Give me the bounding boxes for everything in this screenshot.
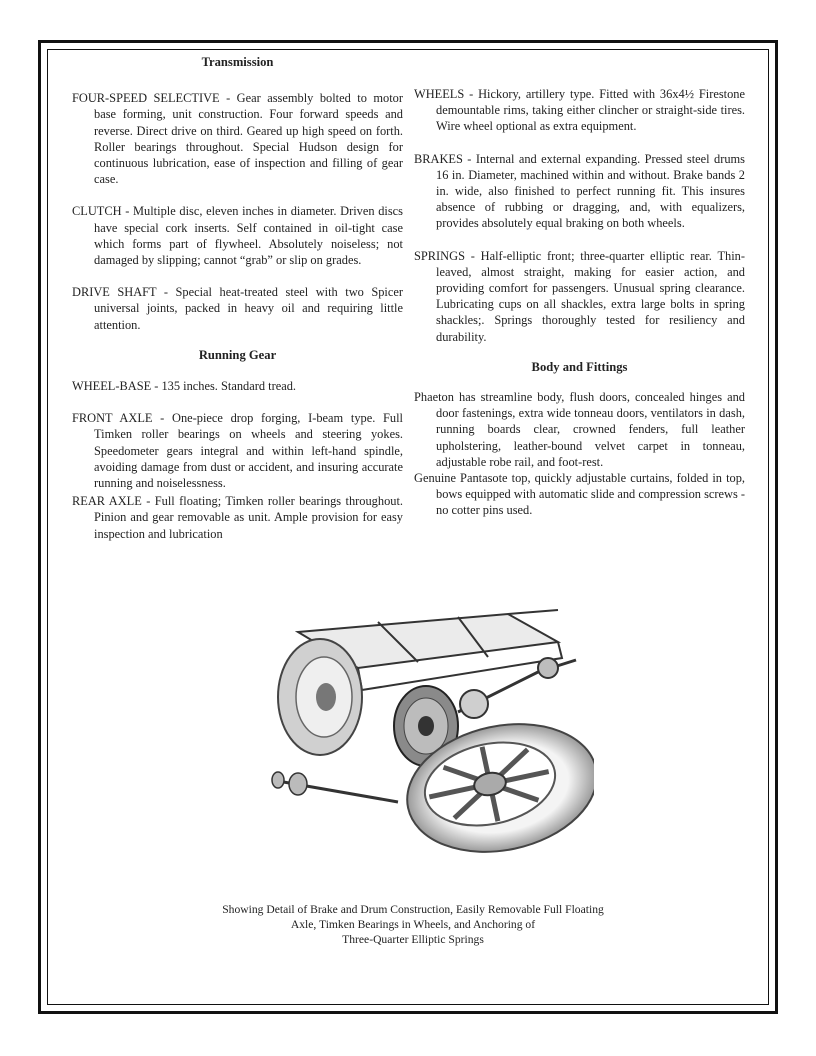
illustration-caption [160, 902, 666, 948]
pantasote-top-spec: Genuine Pantasote top, quickly adjustable curtains, folded in top, bows equipped with automatic slide and compression screws - no cotter pins used. [414, 471, 746, 518]
caption-line-3: Three-Quarter Elliptic Springs [342, 933, 484, 947]
front-axle-spec: FRONT AXLE - One-piece drop forging, I-beam type. Full Timken roller bearings on wheels and steering yokes. Speedometer gears integral and within left-hand spindle, avoiding damage from dust or accident, and insuring accurate running and noiselessness. [72, 411, 403, 491]
wheel-base-spec: WHEEL-BASE - 135 inches. Standard tread. [72, 379, 297, 394]
springs-spec: SPRINGS - Half-elliptic front; three-quarter elliptic rear. Thin-leaved, almost straight, making for easier action, and providing comfort for passengers. Unusual spring clearance. Lubricating cups on all shackles, extra large bolts in spring shackles;. Springs thoroughly tested for resiliency and durability. [414, 248, 745, 344]
caption-line-2: Axle, Timken Bearings in Wheels, and Anchoring of [290, 918, 536, 932]
drive-shaft-spec: DRIVE SHAFT - Special heat-treated steel with two Spicer universal joints, packed in heavy oil and requiring little attention. [72, 285, 403, 332]
four-speed-selective-spec: FOUR-SPEED SELECTIVE - Gear assembly bolted to motor base forming, unit construction. Four forward speeds and reverse. Direct drive on third. Geared up high speed on forth. Roller bearings throughout. Special Hudson design for continuous lubrication, ease of inspection and filling of gear case. [72, 91, 403, 187]
body-fittings-heading: Body and Fittings [531, 359, 628, 374]
wheels-spec: WHEELS - Hickory, artillery type. Fitted with 36x4½ Firestone demountable rims, taking either clincher or straight-side tires. Wire wheel optional as extra equipment. [414, 87, 745, 134]
rear-wheel-drawing [278, 639, 362, 755]
removed-axle-shaft [272, 772, 398, 802]
left-column [72, 54, 403, 542]
running-gear-heading: Running Gear [198, 347, 277, 362]
caption-line-1: Showing Detail of Brake and Drum Construction, Easily Removable Full Floating [222, 903, 604, 916]
transmission-heading: Transmission [201, 55, 274, 69]
brakes-spec: BRAKES - Internal and external expanding. Pressed steel drums 16 in. Diameter, machined within and without. Brake bands 2 in. wide, also finished to perfect running fit. This insures absence of rubbing or dragging, and, with equalizers, provides absolutely equal braking on both wheels. [414, 151, 745, 231]
right-column [414, 54, 745, 519]
phaeton-body-spec: Phaeton has streamline body, flush doors, concealed hinges and door fastenings, extra wide tonneau doors, ventilators in dash, running boards clear, crowned fenders, full leather upholstering, leather-bound velvet carpet in tonneau, adjustable robe rail, and foot-rest. [414, 390, 745, 469]
axle-housing-drawing [458, 658, 576, 718]
chassis-illustration [258, 602, 594, 872]
clutch-spec: CLUTCH - Multiple disc, eleven inches in diameter. Driven discs have special cork inserts. Self contained in oil-tight case which forms part of flywheel. Absolutely noiseless; not damaged by slipping; cannot “grab” or slip on grades. [72, 204, 403, 268]
rear-axle-spec: REAR AXLE - Full floating; Timken roller bearings throughout. Pinion and gear removable as unit. Ample provision for easy inspection and lubrication [72, 494, 403, 541]
